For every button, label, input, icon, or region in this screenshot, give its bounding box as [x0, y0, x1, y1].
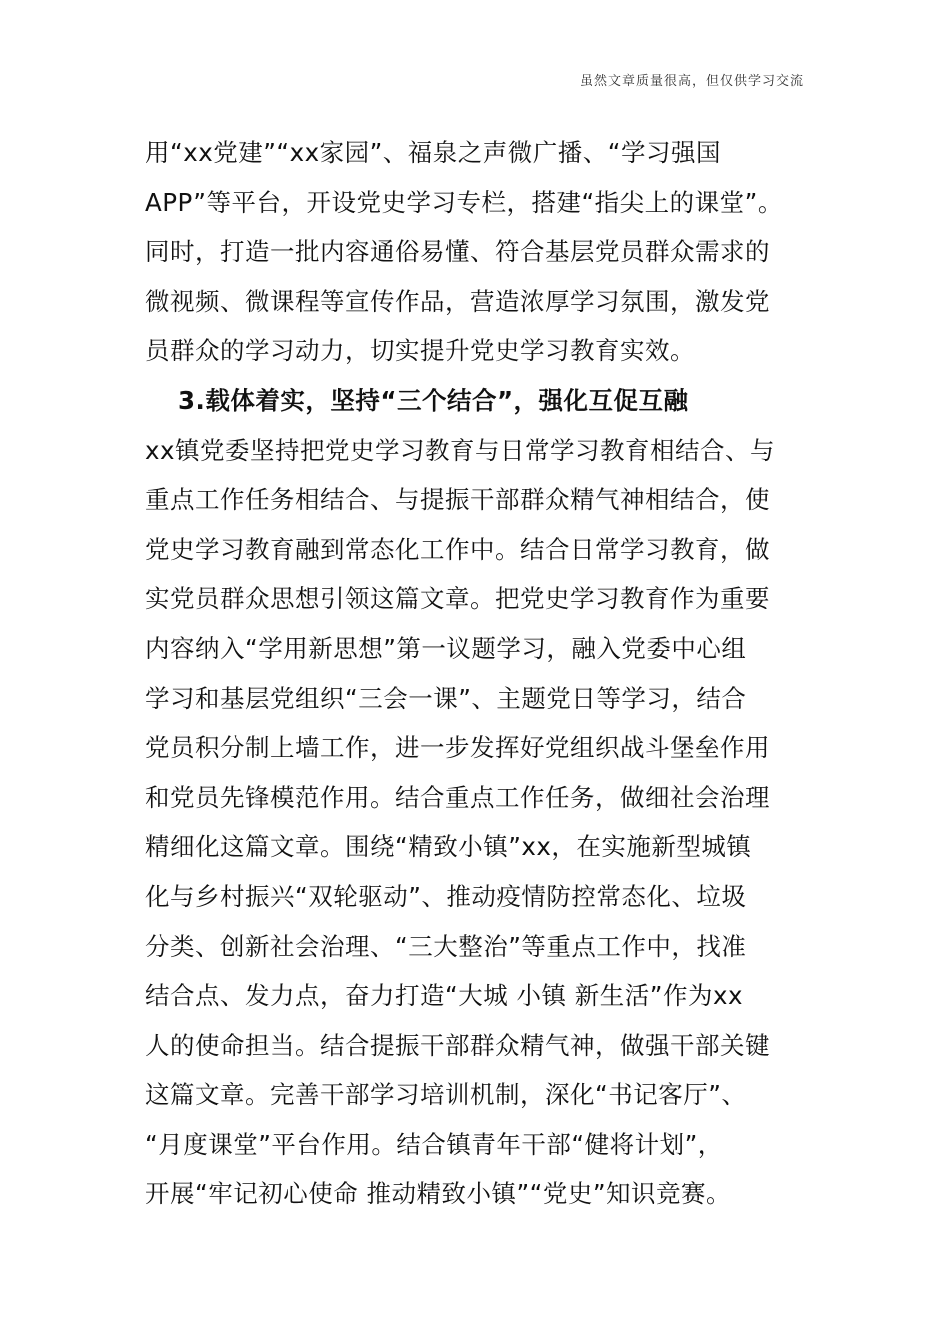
document-body	[145, 128, 815, 1219]
paragraph-line: 结合点、发力点，奋力打造“大城 小镇 新生活”作为xx	[145, 981, 743, 1011]
paragraph-line: 人的使命担当。结合提振干部群众精气神，做强干部关键	[145, 1030, 770, 1060]
paragraph-line: 同时，打造一批内容通俗易懂、符合基层党员群众需求的	[145, 237, 770, 267]
paragraph-line: 实党员群众思想引领这篇文章。把党史学习教育作为重要	[145, 584, 770, 614]
paragraph-line: 和党员先锋模范作用。结合重点工作任务，做细社会治理	[145, 782, 770, 812]
paragraph-line: xx镇党委坚持把党史学习教育与日常学习教育相结合、与	[145, 435, 775, 465]
paragraph-line: 微视频、微课程等宣传作品，营造浓厚学习氛围，激发党	[145, 286, 770, 316]
paragraph-line: APP”等平台，开设党史学习专栏，搭建“指尖上的课堂”。	[145, 187, 783, 217]
paragraph-line: “月度课堂”平台作用。结合镇青年干部“健将计划”，	[145, 1129, 723, 1159]
paragraph-line: 这篇文章。完善干部学习培训机制，深化“书记客厅”、	[145, 1080, 747, 1110]
paragraph-line: 党史学习教育融到常态化工作中。结合日常学习教育，做	[145, 534, 770, 564]
paragraph-line: 化与乡村振兴“双轮驱动”、推动疫情防控常态化、垃圾	[145, 881, 747, 911]
paragraph-line: 开展“牢记初心使命 推动精致小镇”“党史”知识竞赛。	[145, 1179, 732, 1209]
paragraph-line: 内容纳入“学用新思想”第一议题学习，融入党委中心组	[145, 633, 747, 663]
paragraph-line: 重点工作任务相结合、与提振干部群众精气神相结合，使	[145, 485, 770, 515]
section-heading: 3.载体着实，坚持“三个结合”，强化互促互融	[178, 385, 689, 415]
paragraph-line: 精细化这篇文章。围绕“精致小镇”xx，在实施新型城镇	[145, 832, 752, 862]
paragraph-line: 分类、创新社会治理、“三大整治”等重点工作中，找准	[145, 931, 747, 961]
paragraph-line: 用“xx党建”“xx家园”、福泉之声微广播、“学习强国	[145, 138, 721, 167]
header-note: 虽然文章质量很高，但仅供学习交流	[579, 74, 804, 89]
paragraph-line: 党员积分制上墙工作，进一步发挥好党组织战斗堡垒作用	[145, 733, 770, 763]
paragraph-line: 学习和基层党组织“三会一课”、主题党日等学习，结合	[145, 683, 747, 713]
paragraph-line: 员群众的学习动力，切实提升党史学习教育实效。	[145, 336, 695, 366]
